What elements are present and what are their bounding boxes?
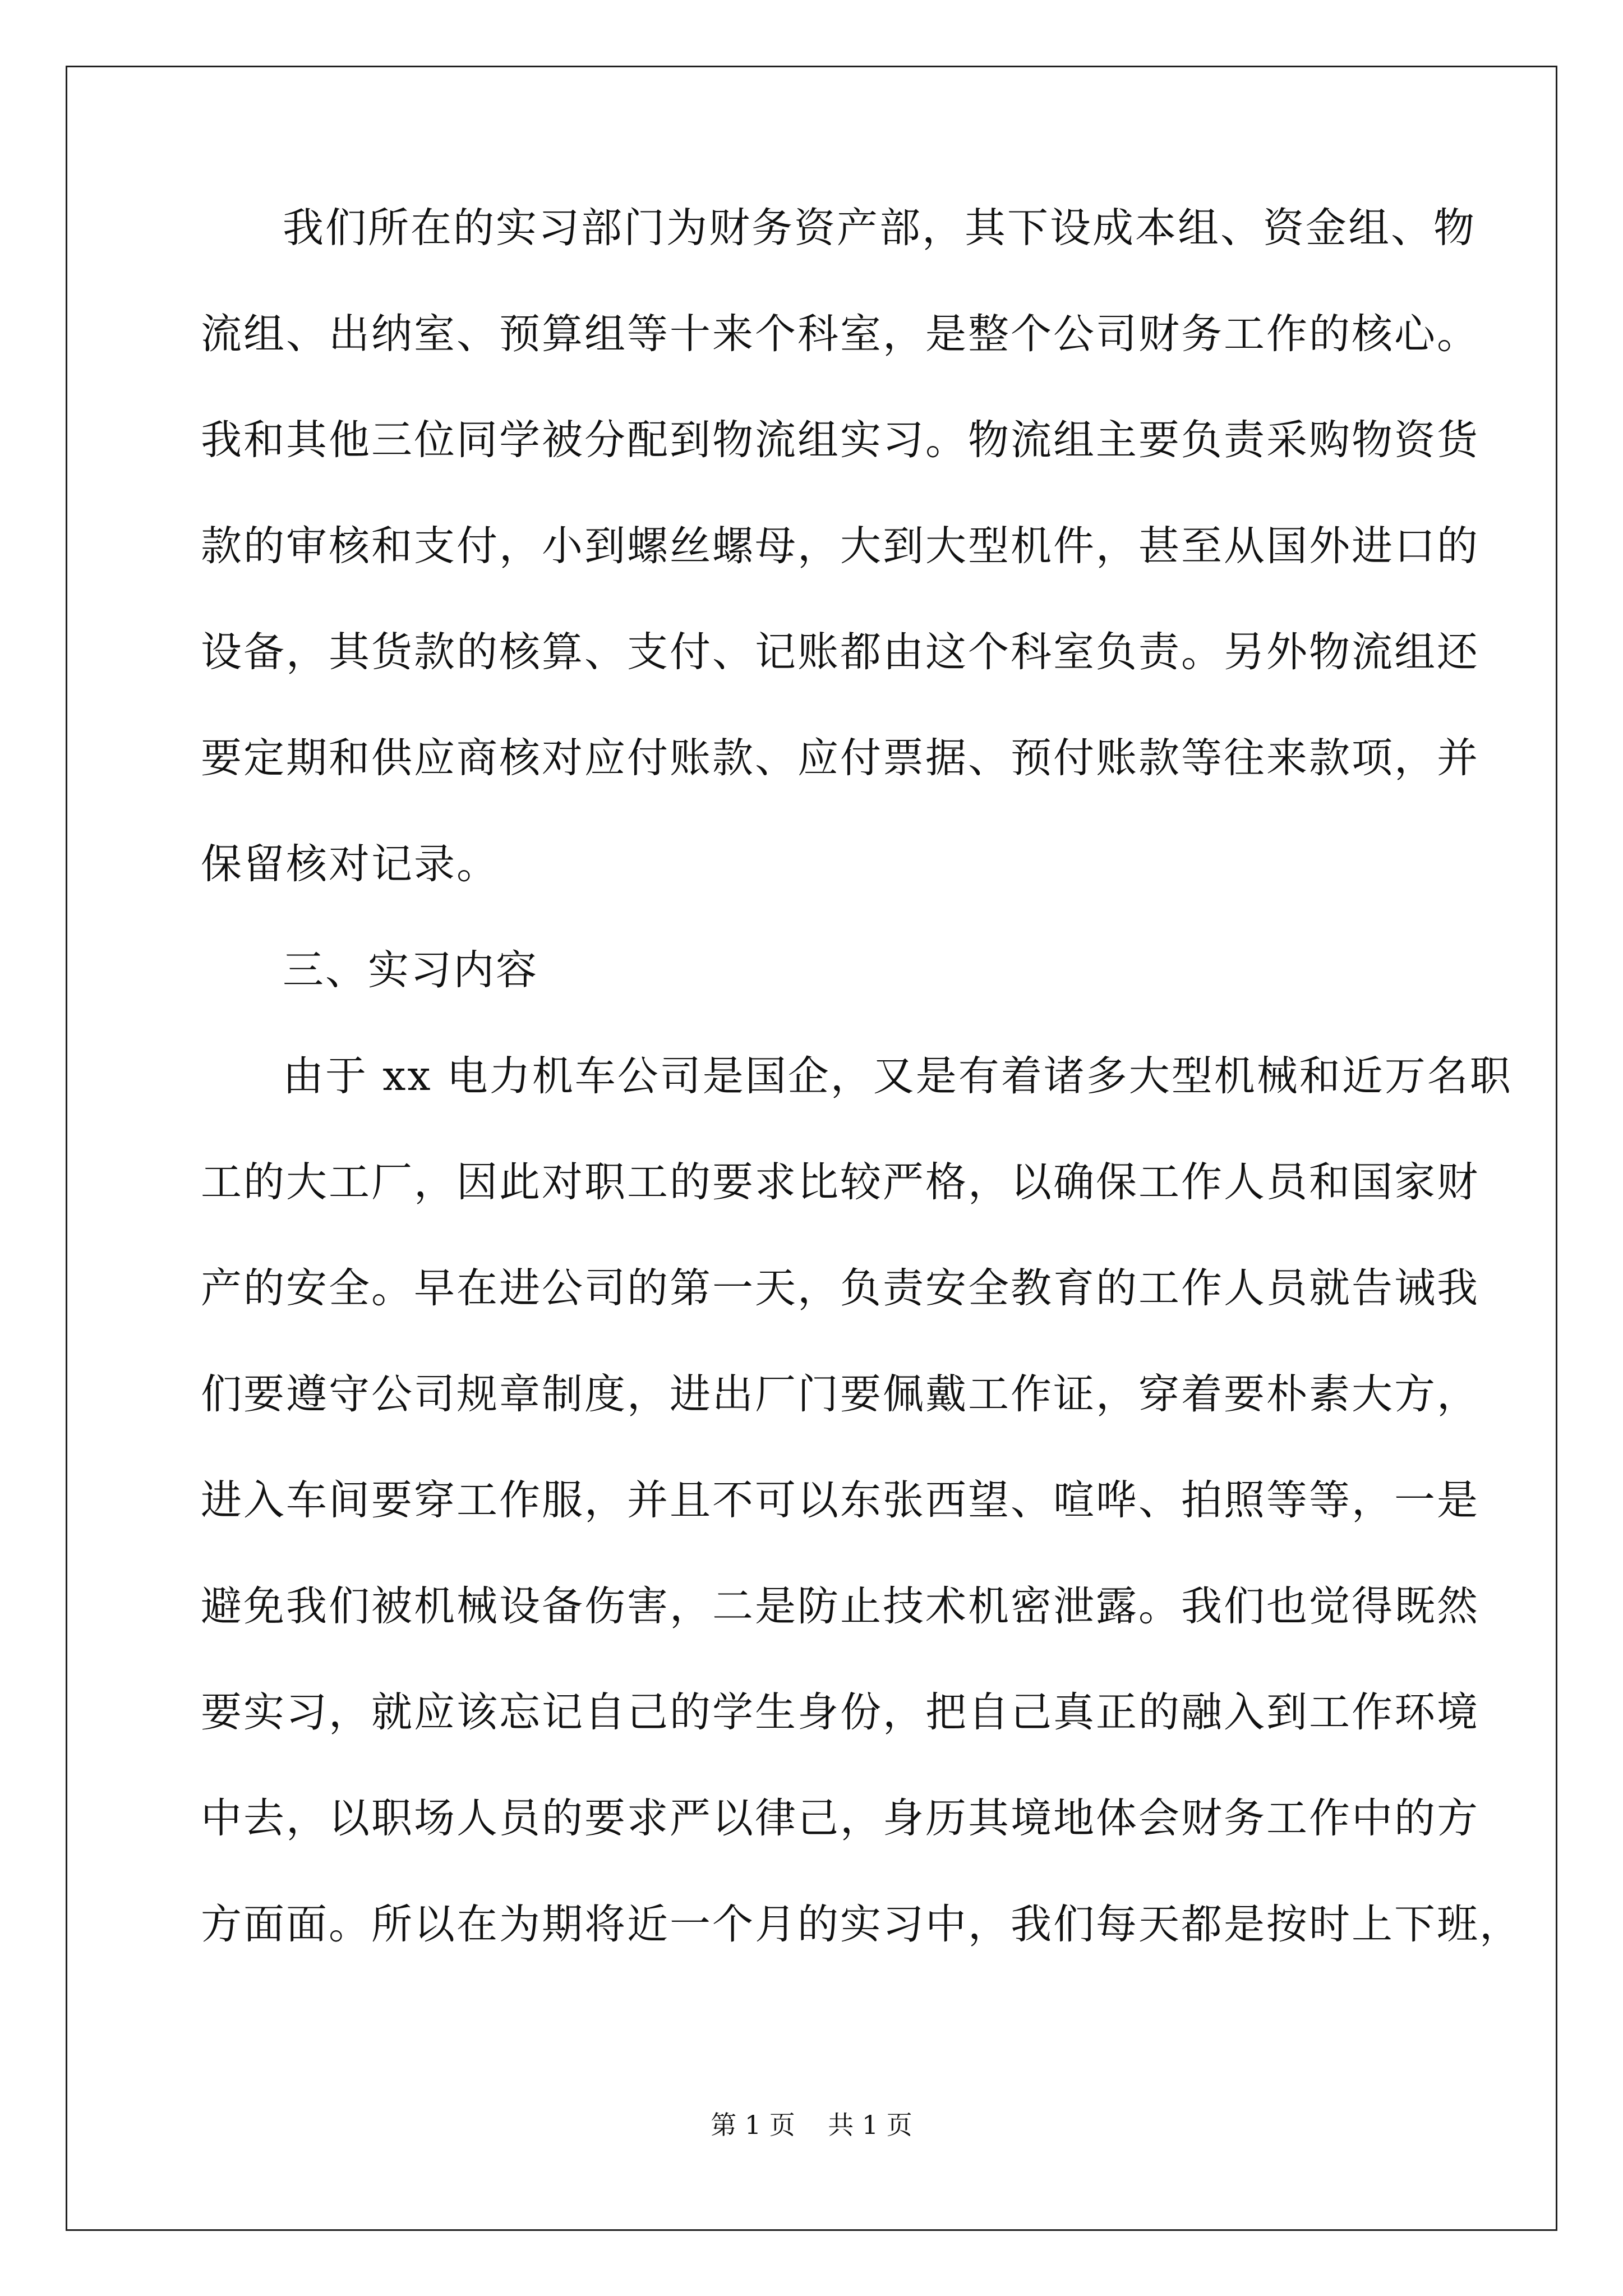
paragraph-line: 流组、出纳室、预算组等十来个科室，是整个公司财务工作的核心。 [201, 310, 1479, 358]
section-heading: 三、实习内容 [283, 946, 538, 994]
paragraph-line: 款的审核和支付，小到螺丝螺母，大到大型机件，甚至从国外进口的 [201, 522, 1479, 570]
paragraph-line: 要定期和供应商核对应付账款、应付票据、预付账款等往来款项，并 [201, 734, 1479, 782]
paragraph-line: 由于 xx 电力机车公司是国企，又是有着诸多大型机械和近万名职 [283, 1052, 1513, 1100]
paragraph-line: 产的安全。早在进公司的第一天，负责安全教育的工作人员就告诫我 [201, 1264, 1479, 1312]
page-number-footer: 第 1 页 共 1 页 [711, 2110, 912, 2140]
paragraph-line: 中去，以职场人员的要求严以律己，身历其境地体会财务工作中的方 [201, 1795, 1479, 1842]
paragraph-line: 我和其他三位同学被分配到物流组实习。物流组主要负责采购物资货 [201, 416, 1479, 464]
paragraph-line: 我们所在的实习部门为财务资产部，其下设成本组、资金组、物 [283, 204, 1476, 252]
paragraph-line: 工的大工厂，因此对职工的要求比较严格，以确保工作人员和国家财 [201, 1158, 1479, 1206]
paragraph-line: 们要遵守公司规章制度，进出厂门要佩戴工作证，穿着要朴素大方， [201, 1370, 1479, 1418]
paragraph-line: 方面面。所以在为期将近一个月的实习中，我们每天都是按时上下班， [201, 1901, 1522, 1948]
paragraph-line: 进入车间要穿工作服，并且不可以东张西望、喧哗、拍照等等，一是 [201, 1476, 1479, 1524]
paragraph-line: 要实习，就应该忘记自己的学生身份，把自己真正的融入到工作环境 [201, 1688, 1479, 1736]
document-body [201, 202, 1522, 2004]
paragraph-line: 避免我们被机械设备伤害，二是防止技术机密泄露。我们也觉得既然 [201, 1582, 1479, 1630]
paragraph-line: 设备，其货款的核算、支付、记账都由这个科室负责。另外物流组还 [201, 628, 1479, 676]
paragraph-line: 保留核对记录。 [201, 840, 499, 888]
